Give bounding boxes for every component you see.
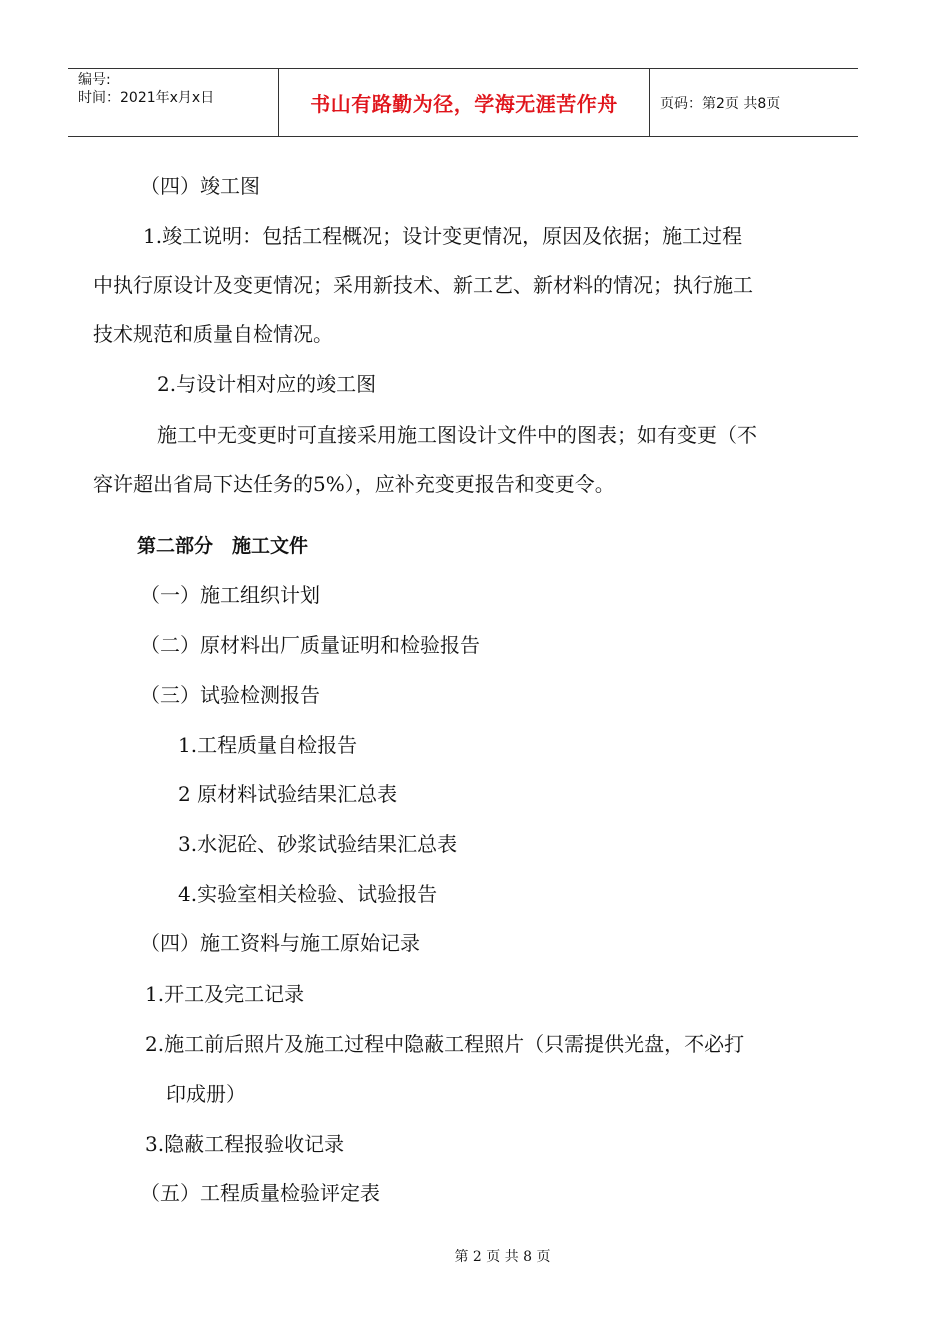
list-item: 3.隐蔽工程报验收记录 [145,1132,345,1156]
paragraph-line: 容许超出省局下达任务的5%），应补充变更报告和变更令。 [93,472,615,496]
section-heading: （四）施工资料与施工原始记录 [140,931,420,955]
list-item: 4.实验室相关检验、试验报告 [178,882,438,906]
document-number-label: 编号: [78,72,111,88]
list-item: 2.施工前后照片及施工过程中隐蔽工程照片（只需提供光盘，不必打 [145,1032,745,1056]
list-item: 3.水泥砼、砂浆试验结果汇总表 [178,832,458,856]
paragraph-line: 中执行原设计及变更情况；采用新技术、新工艺、新材料的情况；执行施工 [93,273,753,297]
section-heading: （五）工程质量检验评定表 [140,1181,380,1205]
part-heading: 第二部分 施工文件 [137,535,309,557]
list-item: 1.工程质量自检报告 [178,733,358,757]
document-time-label: 时间：2021年x月x日 [78,90,215,106]
list-item: 2 原材料试验结果汇总表 [178,782,398,806]
list-item: 2.与设计相对应的竣工图 [157,372,377,396]
section-heading: （二）原材料出厂质量证明和检验报告 [140,633,480,657]
header-page-number: 页码：第2页 共8页 [660,95,781,112]
paragraph-line: 1.竣工说明：包括工程概况；设计变更情况，原因及依据；施工过程 [143,224,743,248]
section-heading-as-built-drawings: （四）竣工图 [140,174,260,198]
section-heading: （一）施工组织计划 [140,583,320,607]
list-item: 1.开工及完工记录 [145,982,305,1006]
section-heading: （三）试验检测报告 [140,683,320,707]
paragraph-line: 施工中无变更时可直接采用施工图设计文件中的图表；如有变更（不 [157,423,757,447]
page-header [68,68,858,137]
list-item-continuation: 印成册） [166,1082,246,1106]
header-meta [68,69,279,136]
header-motto: 书山有路勤为径，学海无涯苦作舟 [279,69,650,136]
paragraph-line: 技术规范和质量自检情况。 [93,322,333,346]
page-footer: 第 2 页 共 8 页 [454,1249,551,1265]
